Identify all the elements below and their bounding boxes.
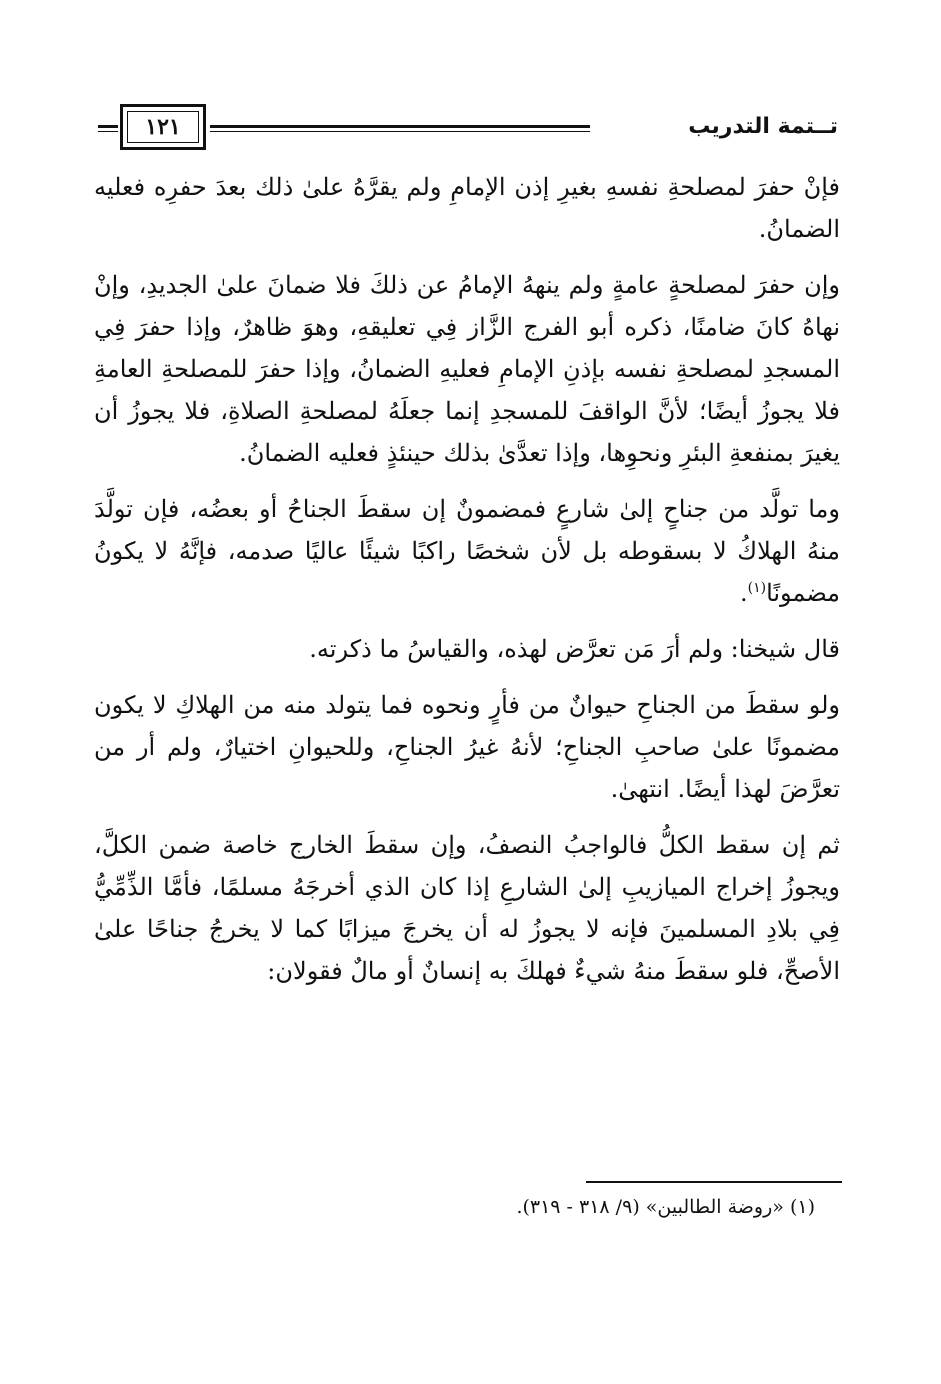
main-text	[94, 166, 840, 1006]
paragraph: ثم إن سقط الكلُّ فالواجبُ النصفُ، وإن سقطَ الخارج خاصة ضمن الكلَّ، ويجوزُ إخراج الميازيبِ إلىٰ الشارعِ إذا كان الذي أخرجَهُ مسلمًا، فأمَّا الذِّمِّيُّ فِي بلادِ المسلمينَ فإنه لا يجوزُ له أن يخرجَ ميزابًا كما لا يخرجُ جناحًا علىٰ الأصحِّ، فلو سقطَ منهُ شيءٌ فهلكَ به إنسانٌ أو مالٌ فقولان:	[94, 831, 840, 985]
paragraph: وإن حفرَ لمصلحةٍ عامةٍ ولم ينههُ الإمامُ عن ذلكَ فلا ضمانَ علىٰ الجديدِ، وإنْ نهاهُ كانَ ضامنًا، ذكره أبو الفرج الزَّاز فِي تعليقهِ، وهوَ ظاهرٌ، وإذا حفرَ فِي المسجدِ لمصلحةِ نفسه بإذنِ الإمامِ فعليهِ الضمانُ، وإذا حفرَ للمصلحةِ العامةِ فلا يجوزُ أيضًا؛ لأنَّ الواقفَ للمسجدِ إنما جعلَهُ لمصلحةِ الصلاةِ، فلا يجوزُ أن يغيرَ بمنفعةِ البئرِ ونحوِها، وإذا تعدَّىٰ بذلك حينئذٍ فعليه الضمانُ.	[94, 271, 840, 467]
footnote-number: (١)	[789, 1196, 815, 1218]
paragraph: قال شيخنا: ولم أرَ مَن تعرَّض لهذه، والقياسُ ما ذكرته.	[309, 635, 840, 663]
footnote-reference: (١)	[747, 580, 767, 596]
footnote	[516, 1192, 815, 1222]
paragraph-end: .	[739, 579, 748, 607]
paragraph-text: وما تولَّد من جناحٍ إلىٰ شارعٍ فمضمونٌ إن سقطَ الجناحُ أو بعضُه، فإن تولَّدَ منهُ الهلاكُ لا بسقوطه بل لأن شخصًا راكبًا شيئًا عاليًا صدمه، فإنَّهُ لا يكونُ مضمونًا	[94, 495, 840, 607]
paragraph: فإنْ حفرَ لمصلحةِ نفسهِ بغيرِ إذن الإمامِ ولم يقرَّهُ علىٰ ذلك بعدَ حفرِه فعليه الضمانُ.	[94, 173, 840, 243]
page-number: ١٢١	[145, 114, 181, 140]
header-rule-end	[98, 125, 118, 132]
footnote-text: «روضة الطالبين» (٩/ ٣١٨ - ٣١٩).	[516, 1196, 784, 1218]
running-header	[98, 100, 838, 156]
header-rule	[210, 125, 590, 132]
paragraph-with-footnote	[94, 488, 840, 614]
footnote-separator	[586, 1181, 842, 1183]
page-number-box	[120, 104, 206, 150]
header-title: تــتمة التدريب	[688, 114, 838, 139]
paragraph: ولو سقطَ من الجناحِ حيوانٌ من فأرٍ ونحوه فما يتولد منه من الهلاكِ لا يكون مضمونًا علىٰ صاحبِ الجناحِ؛ لأنهُ غيرُ الجناحِ، وللحيوانِ اختيارٌ، ولم أر من تعرَّضَ لهذا أيضًا. انتهىٰ.	[94, 691, 840, 803]
